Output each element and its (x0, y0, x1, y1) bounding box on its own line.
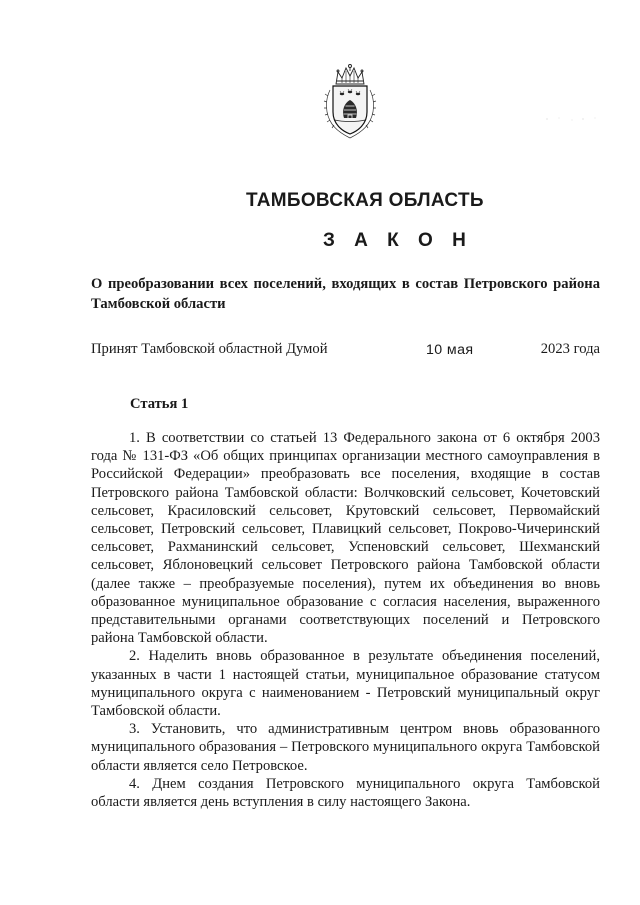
article-body (91, 429, 600, 811)
scan-artifact (545, 116, 597, 122)
adoption-date: 10 мая (426, 342, 474, 358)
coat-of-arms-icon (322, 62, 378, 140)
article-paragraph-3: 3. Установить, что административным центром вновь образованного муниципального образования – Петровского муниципального округа Тамбовской области является село Петровское. (91, 721, 600, 774)
region-name: ТАМБОВСКАЯ ОБЛАСТЬ (246, 190, 484, 211)
article-heading: Статья 1 (130, 396, 189, 412)
article-paragraph-1: 1. В соответствии со статьей 13 Федерального закона от 6 октября 2003 года № 131-ФЗ «Об общих принципах организации местного самоуправления в Российской Федерации» преобразовать все поселения, входящие в состав Петровского района Тамбовской области: Волчковский сельсовет, Кочетовский сельсовет, Красиловский сельсовет, Крутовский сельсовет, Первомайский сельсовет, Петровский сельсовет, Плавицкий сельсовет, Покрово-Чичеринский сельсовет, Рахманинский сельсовет, Успеновский сельсовет, Шехманский сельсовет, Яблоновецкий сельсовет Петровского района Тамбовской области (далее также – преобразуемые поселения), путем их объединения во вновь образованное муниципальное образование с согласия населения, выраженного представительными органами соответствующих поселений и Петровского района Тамбовской области. (91, 430, 600, 647)
region-heading (0, 190, 640, 212)
adoption-line (91, 341, 600, 363)
article-paragraph-2: 2. Наделить вновь образованное в результате объединения поселений, указанных в части 1 настоящей статьи, муниципальное образование статусом муниципального округа с наименованием - Петровский муниципальный округ Тамбовской области. (91, 648, 600, 720)
document-type-title: З А К О Н (323, 230, 473, 251)
article-paragraph-4: 4. Днем создания Петровского муниципального округа Тамбовской области является день вступления в силу настоящего Закона. (91, 775, 600, 811)
law-subject: О преобразовании всех поселений, входящих в состав Петровского района Тамбовской области (91, 276, 600, 312)
adoption-year: 2023 года (540, 341, 600, 357)
adoption-label: Принят Тамбовской областной Думой (91, 341, 328, 357)
